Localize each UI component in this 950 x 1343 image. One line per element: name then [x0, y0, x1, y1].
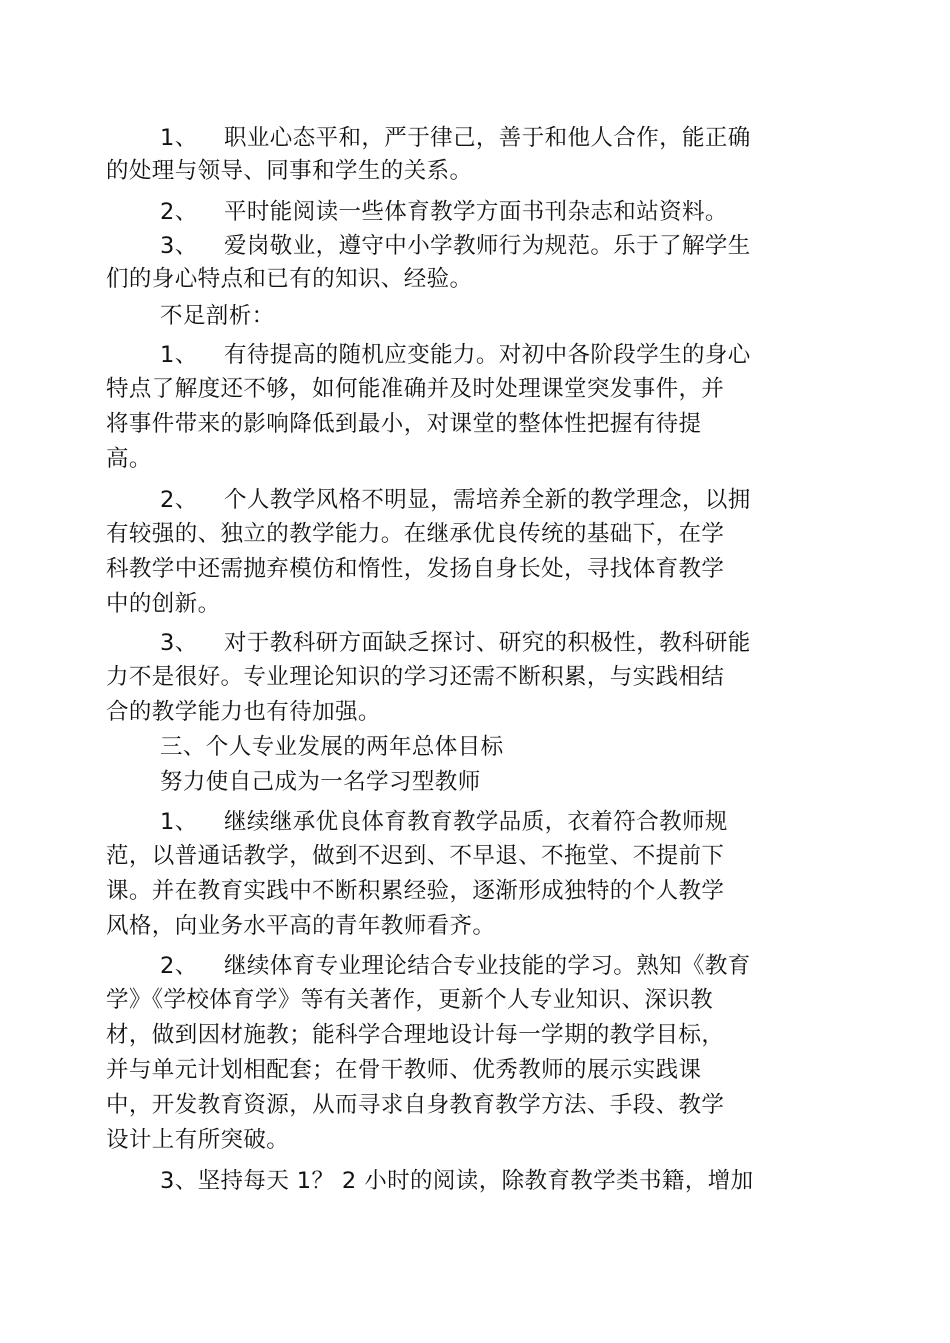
- paragraph-line: [106, 374, 796, 404]
- line-text: 课。并在教育实践中不断积累经验，逐渐形成独特的个人教学: [106, 878, 725, 904]
- list-number: 2、: [160, 487, 198, 513]
- paragraph-line: [160, 1166, 850, 1196]
- list-number: 3、: [160, 233, 198, 259]
- paragraph-line: [106, 985, 796, 1015]
- paragraph-line: [160, 197, 850, 227]
- paragraph-line: [160, 231, 850, 261]
- paragraph-line: [106, 519, 796, 549]
- paragraph-line: [160, 123, 850, 153]
- line-text: 爱岗敬业，遵守中小学教师行为规范。乐于了解学生: [224, 233, 751, 259]
- section-heading: [160, 732, 850, 762]
- line-text: 高。: [106, 446, 152, 472]
- paragraph-line: [106, 156, 796, 186]
- line-text: 将事件带来的影响降低到最小，对课堂的整体性把握有待提: [106, 411, 702, 437]
- paragraph-line: [160, 340, 850, 370]
- paragraph-line: [106, 841, 796, 871]
- paragraph-line: [160, 807, 850, 837]
- paragraph-line: [106, 876, 796, 906]
- line-text: 并与单元计划相配套；在骨干教师、优秀教师的展示实践课: [106, 1057, 702, 1083]
- line-text: 个人教学风格不明显，需培养全新的教学理念，以拥: [224, 487, 751, 513]
- paragraph-line: [106, 1090, 796, 1120]
- line-text: 们的身心特点和已有的知识、经验。: [106, 266, 473, 292]
- paragraph-line: [160, 951, 850, 981]
- line-text: 继续继承优良体育教育教学品质，衣着符合教师规: [224, 809, 728, 835]
- paragraph-line: [106, 1020, 796, 1050]
- line-text: 风格，向业务水平高的青年教师看齐。: [106, 913, 496, 939]
- subheading: [160, 767, 850, 797]
- line-text: 的处理与领导、同事和学生的关系。: [106, 158, 473, 184]
- line-text: 平时能阅读一些体育教学方面书刊杂志和站资料。: [224, 199, 728, 225]
- paragraph-line: [106, 444, 796, 474]
- line-text: 有较强的、独立的教学能力。在继承优良传统的基础下，在学: [106, 521, 725, 547]
- line-text: 对于教科研方面缺乏探讨、研究的积极性，教科研能: [224, 630, 751, 656]
- section-heading: [160, 301, 850, 331]
- line-text: 继续体育专业理论结合专业技能的学习。熟知《教育: [224, 953, 751, 979]
- line-text: 努力使自己成为一名学习型教师: [160, 769, 481, 795]
- line-text: 合的教学能力也有待加强。: [106, 699, 381, 725]
- paragraph-line: [106, 1125, 796, 1155]
- line-text: 有待提高的随机应变能力。对初中各阶段学生的身心: [224, 342, 751, 368]
- paragraph-line: [106, 662, 796, 692]
- paragraph-line: [160, 485, 850, 515]
- list-number: 2、: [160, 199, 198, 225]
- line-text: 特点了解度还不够，如何能准确并及时处理课堂突发事件，并: [106, 376, 725, 402]
- paragraph-line: [106, 697, 796, 727]
- list-number: 1、: [160, 809, 198, 835]
- list-number: 3、: [160, 630, 198, 656]
- line-text: 力不是很好。专业理论知识的学习还需不断积累，与实践相结: [106, 664, 725, 690]
- line-text: 科教学中还需抛弃模仿和惰性，发扬自身长处，寻找体育教学: [106, 556, 725, 582]
- line-text: 中的创新。: [106, 591, 221, 617]
- list-number: 2、: [160, 953, 198, 979]
- list-number: 1、: [160, 125, 198, 151]
- line-text: 设计上有所突破。: [106, 1127, 290, 1153]
- paragraph-line: [160, 628, 850, 658]
- paragraph-line: [106, 911, 796, 941]
- list-number: 1、: [160, 342, 198, 368]
- paragraph-line: [106, 589, 796, 619]
- paragraph-line: [106, 1055, 796, 1085]
- paragraph-line: [106, 264, 796, 294]
- line-text: 材，做到因材施教；能科学合理地设计每一学期的教学目标，: [106, 1022, 725, 1048]
- paragraph-line: [106, 409, 796, 439]
- line-text: 不足剖析：: [160, 303, 275, 329]
- line-text: 中，开发教育资源，从而寻求自身教育教学方法、手段、教学: [106, 1092, 725, 1118]
- line-text: 3、坚持每天 1？ 2 小时的阅读，除教育教学类书籍，增加: [160, 1168, 754, 1194]
- line-text: 职业心态平和，严于律己，善于和他人合作，能正确: [224, 125, 751, 151]
- line-text: 三、个人专业发展的两年总体目标: [160, 734, 504, 760]
- paragraph-line: [106, 554, 796, 584]
- line-text: 学》《学校体育学》等有关著作，更新个人专业知识、深识教: [106, 987, 714, 1013]
- line-text: 范，以普通话教学，做到不迟到、不早退、不拖堂、不提前下: [106, 843, 725, 869]
